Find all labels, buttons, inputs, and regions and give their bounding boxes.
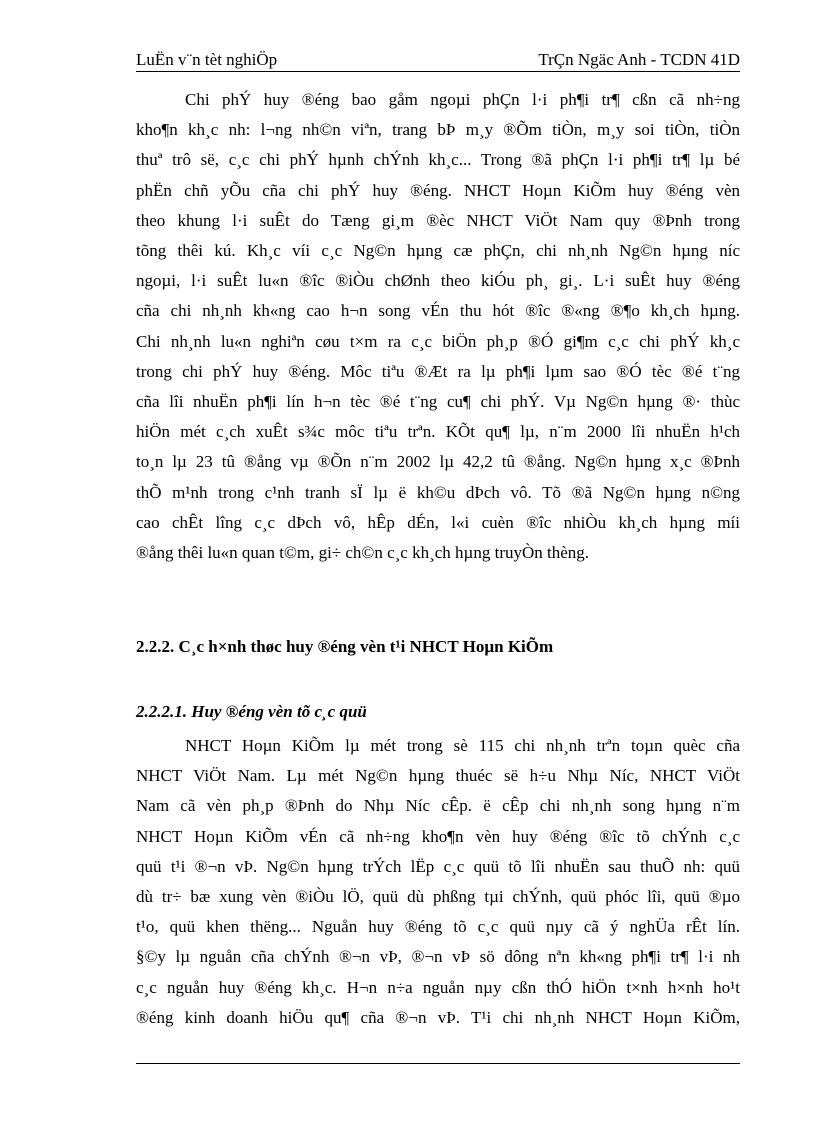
text-line: cao chÊt lîng c¸c dÞch vô, hÊp dÉn, l«i cuèn ®îc nhiÒu kh¸ch hµng míi [136,512,740,532]
text-line: t¹o, quü khen thëng... Nguån huy ®éng tõ c¸c quü nµy cã ý nghÜa rÊt lín. [136,917,740,937]
text-line: §©y lµ nguån cña chÝnh ®¬n vÞ, ®¬n vÞ sö dông nªn kh«ng ph¶i tr¶ l·i nh [136,947,740,967]
header-author: TrÇn Ngäc Anh - TCDN 41D [538,50,740,69]
text-line: cña chi nh¸nh kh«ng cao h¬n song vÉn thu hót ®îc ®«ng ®¶o kh¸ch hµng. [136,301,740,321]
text-line: cña lîi nhuËn ph¶i lín h¬n tèc ®é t¨ng cu¶ chi phÝ. Vµ Ng©n hµng ®· thùc [136,392,740,412]
subsection-heading: 2.2.2.1. Huy ®éng vèn tõ c¸c quü [136,702,367,721]
text-line: Chi phÝ huy ®éng bao gåm ngoµi phÇn l·i ph¶i tr¶ cßn cã nh÷ng [185,90,740,109]
paragraph-cost-of-funding [136,85,740,568]
footer-divider [136,1063,740,1064]
text-line: ngoµi, l·i suÊt lu«n ®îc ®iÒu chØnh theo kiÓu ph¸ gi¸. L·i suÊt huy ®éng [136,271,740,291]
text-line: to¸n lµ 23 tû ®ång vµ ®Õn n¨m 2002 lµ 42,2 tû ®ång. Ng©n hµng x¸c ®Þnh [136,452,740,472]
section-heading: 2.2.2. C¸c h×nh thøc huy ®éng vèn t¹i NHCT Hoµn KiÕm [136,637,554,656]
paragraph-funds-mobilization [136,731,740,1033]
text-line: thuª trô së, c¸c chi phÝ hµnh chÝnh kh¸c... Trong ®ã phÇn l·i ph¶i tr¶ lµ bé [136,150,740,170]
text-line: kho¶n kh¸c nh: l¬ng nh©n viªn, trang bÞ m¸y ®Õm tiÒn, m¸y soi tiÒn, tiÒn [136,120,740,140]
page-header [136,50,740,70]
text-line: c¸c nguån huy ®éng kh¸c. H¬n n÷a nguån nµy cßn thÓ hiÖn t×nh h×nh ho¹t [136,977,740,997]
header-thesis-title: LuËn v¨n tèt nghiÖp [136,50,278,69]
text-line: quü t¹i ®¬n vÞ. Ng©n hµng trÝch lËp c¸c quü tõ lîi nhuËn sau thuÕ nh: quü [136,856,740,876]
text-line: NHCT ViÖt Nam. Lµ mét Ng©n hµng thuéc së h÷u Nhµ Níc, NHCT ViÖt [136,766,740,786]
text-line: dù tr÷ bæ xung vèn ®iÒu lÖ, quü dù phßng tµi chÝnh, quü phóc lîi, quü ®µo [136,887,740,907]
text-line: theo khung l·i suÊt do Tæng gi¸m ®èc NHCT ViÖt Nam quy ®Þnh trong [136,210,740,230]
text-line: phËn chñ yÕu cña chi phÝ huy ®éng. NHCT Hoµn KiÕm huy ®éng vèn [136,180,740,200]
text-line: tõng thêi kú. Kh¸c víi c¸c Ng©n hµng cæ phÇn, chi nh¸nh Ng©n hµng níc [136,241,740,261]
text-line: Nam cã vèn ph¸p ®Þnh do Nhµ Níc cÊp. ë cÊp chi nh¸nh song hµng n¨m [136,796,740,816]
text-line: thÕ m¹nh trong c¹nh tranh sÏ lµ ë kh©u dÞch vô. Tõ ®ã Ng©n hµng n©ng [136,482,740,502]
text-line: NHCT Hoµn KiÕm lµ mét trong sè 115 chi nh¸nh trªn toµn quèc cña [185,736,740,755]
text-line: trong chi phÝ huy ®éng. Môc tiªu ®Æt ra lµ ph¶i lµm sao ®Ó tèc ®é t¨ng [136,361,740,381]
text-line: ®éng kinh doanh hiÖu qu¶ cña ®¬n vÞ. T¹i chi nh¸nh NHCT Hoµn KiÕm, [136,1007,740,1027]
text-line: Chi nh¸nh lu«n nghiªn cøu t×m ra c¸c biÖn ph¸p ®Ó gi¶m c¸c chi phÝ kh¸c [136,331,740,351]
header-divider [136,71,740,72]
text-line: ®ång thêi lu«n quan t©m, gi÷ ch©n c¸c kh¸ch hµng truyÒn thèng. [136,543,590,563]
text-line: NHCT Hoµn KiÕm vÉn cã nh÷ng kho¶n vèn huy ®éng ®îc tõ chÝnh c¸c [136,826,740,846]
text-line: hiÖn mét c¸ch xuÊt s¾c môc tiªu trªn. KÕt qu¶ lµ, n¨m 2000 lîi nhuËn h¹ch [136,422,740,442]
